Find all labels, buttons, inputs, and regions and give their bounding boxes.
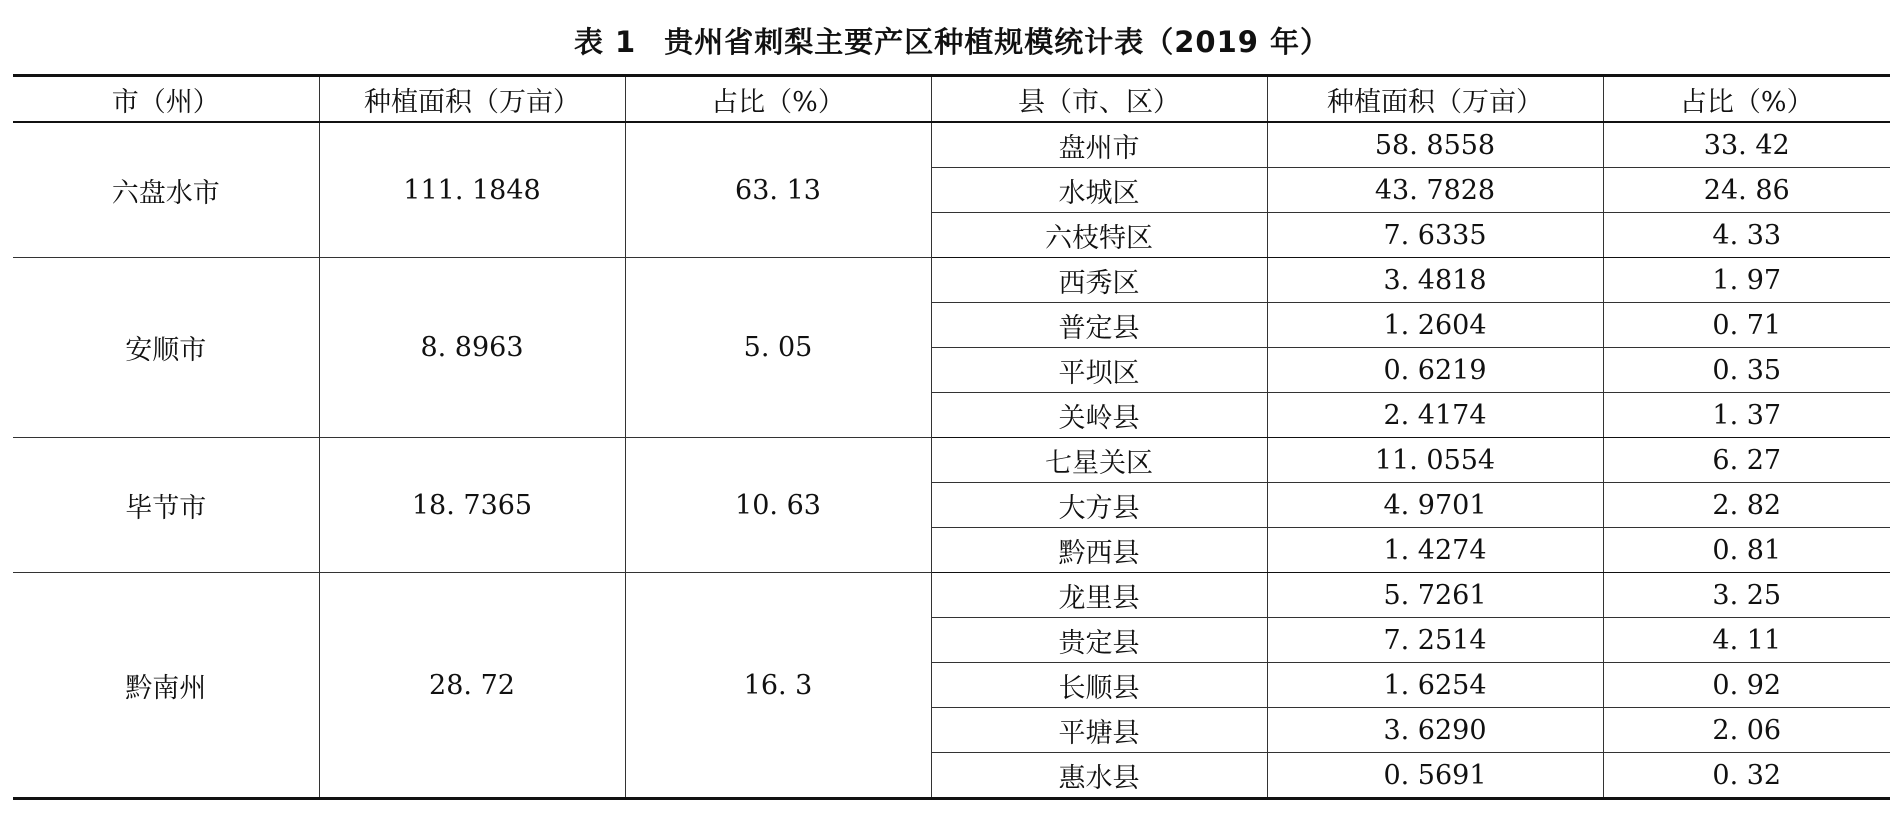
city-area-cell: 18. 7365 <box>319 438 625 573</box>
table-row <box>13 258 1890 303</box>
county-area-cell: 7. 6335 <box>1267 213 1603 258</box>
county-share-cell: 1. 97 <box>1603 258 1890 303</box>
city-cell: 毕节市 <box>13 438 319 573</box>
county-area-cell: 3. 6290 <box>1267 708 1603 753</box>
county-cell: 贵定县 <box>931 618 1267 663</box>
county-share-cell: 6. 27 <box>1603 438 1890 483</box>
county-area-cell: 5. 7261 <box>1267 573 1603 618</box>
county-cell: 长顺县 <box>931 663 1267 708</box>
county-cell: 惠水县 <box>931 753 1267 799</box>
county-area-cell: 2. 4174 <box>1267 393 1603 438</box>
county-cell: 龙里县 <box>931 573 1267 618</box>
county-area-cell: 0. 5691 <box>1267 753 1603 799</box>
county-area-cell: 0. 6219 <box>1267 348 1603 393</box>
table-title: 贵州省刺梨主要产区种植规模统计表（2019 年） <box>664 25 1331 59</box>
county-share-cell: 3. 25 <box>1603 573 1890 618</box>
table-row <box>13 573 1890 618</box>
county-area-cell: 4. 9701 <box>1267 483 1603 528</box>
header-county-area: 种植面积（万亩） <box>1267 76 1603 123</box>
header-county-share: 占比（%） <box>1603 76 1890 123</box>
county-area-cell: 1. 4274 <box>1267 528 1603 573</box>
county-cell: 大方县 <box>931 483 1267 528</box>
county-share-cell: 24. 86 <box>1603 168 1890 213</box>
table-body <box>13 122 1890 799</box>
county-cell: 平坝区 <box>931 348 1267 393</box>
county-cell: 七星关区 <box>931 438 1267 483</box>
city-area-cell: 8. 8963 <box>319 258 625 438</box>
table-row <box>13 122 1890 168</box>
county-cell: 黔西县 <box>931 528 1267 573</box>
planting-scale-table <box>13 74 1890 800</box>
county-area-cell: 58. 8558 <box>1267 122 1603 168</box>
table-caption <box>0 22 1904 62</box>
city-area-cell: 28. 72 <box>319 573 625 799</box>
table-number: 表 1 <box>573 25 637 59</box>
county-cell: 普定县 <box>931 303 1267 348</box>
city-share-cell: 5. 05 <box>625 258 931 438</box>
county-area-cell: 3. 4818 <box>1267 258 1603 303</box>
county-share-cell: 0. 81 <box>1603 528 1890 573</box>
county-cell: 关岭县 <box>931 393 1267 438</box>
city-share-cell: 63. 13 <box>625 122 931 258</box>
county-share-cell: 0. 92 <box>1603 663 1890 708</box>
city-cell: 六盘水市 <box>13 122 319 258</box>
city-area-cell: 111. 1848 <box>319 122 625 258</box>
table-header <box>13 76 1890 123</box>
county-cell: 水城区 <box>931 168 1267 213</box>
county-area-cell: 7. 2514 <box>1267 618 1603 663</box>
county-share-cell: 1. 37 <box>1603 393 1890 438</box>
county-share-cell: 4. 11 <box>1603 618 1890 663</box>
header-city: 市（州） <box>13 76 319 123</box>
header-city-share: 占比（%） <box>625 76 931 123</box>
county-area-cell: 11. 0554 <box>1267 438 1603 483</box>
county-cell: 平塘县 <box>931 708 1267 753</box>
county-cell: 六枝特区 <box>931 213 1267 258</box>
table-row <box>13 438 1890 483</box>
county-cell: 盘州市 <box>931 122 1267 168</box>
header-city-area: 种植面积（万亩） <box>319 76 625 123</box>
county-share-cell: 0. 32 <box>1712 759 1782 791</box>
city-cell: 黔南州 <box>13 573 319 799</box>
county-share-cell: 0. 71 <box>1603 303 1890 348</box>
header-row <box>13 76 1890 123</box>
header-county: 县（市、区） <box>931 76 1267 123</box>
city-share-cell: 10. 63 <box>625 438 931 573</box>
city-share-cell: 16. 3 <box>625 573 931 799</box>
county-area-cell: 43. 7828 <box>1267 168 1603 213</box>
county-share-cell: 2. 82 <box>1603 483 1890 528</box>
city-cell: 安顺市 <box>13 258 319 438</box>
county-area-cell: 1. 2604 <box>1267 303 1603 348</box>
county-share-cell: 0. 35 <box>1603 348 1890 393</box>
county-share-cell: 4. 33 <box>1603 213 1890 258</box>
county-share-cell: 2. 06 <box>1603 708 1890 753</box>
county-share-cell: 33. 42 <box>1603 122 1890 168</box>
county-area-cell: 1. 6254 <box>1267 663 1603 708</box>
county-cell: 西秀区 <box>931 258 1267 303</box>
